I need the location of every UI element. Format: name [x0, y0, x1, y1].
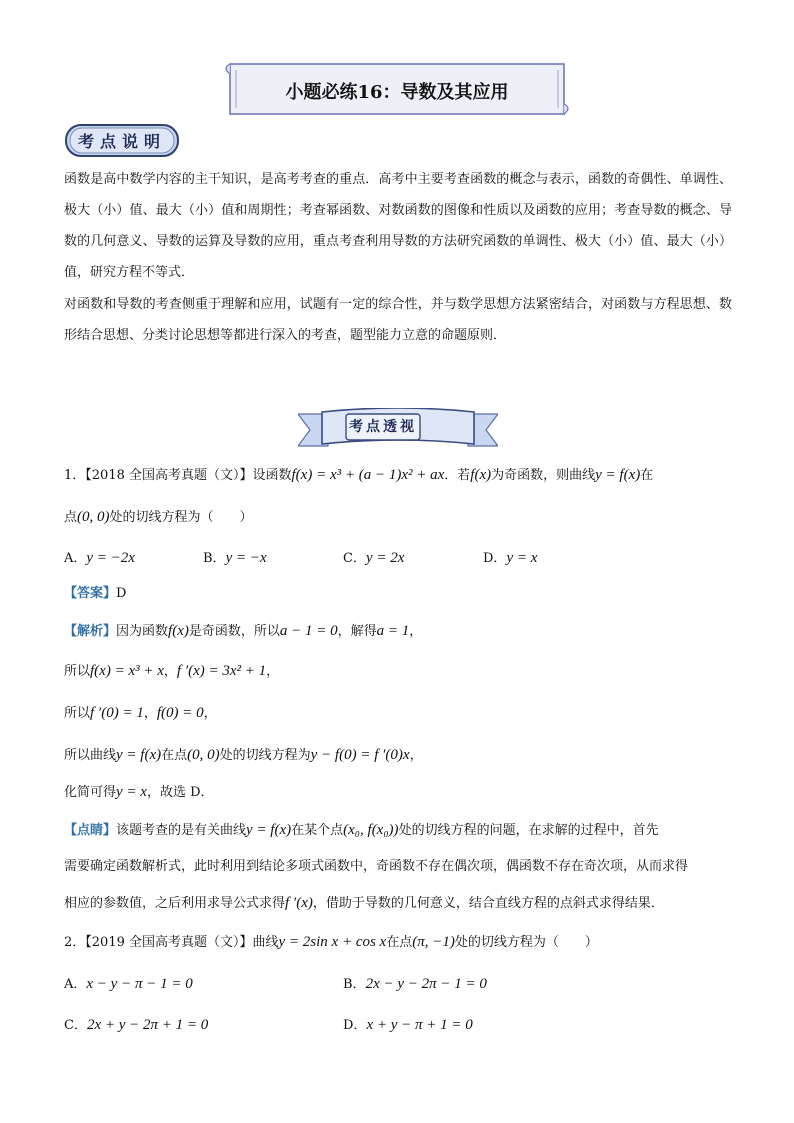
option-label: D． — [483, 551, 507, 566]
q2-point: (π, −1) — [412, 934, 455, 950]
text: 所以 — [64, 664, 91, 679]
option-expr: 2x + y − 2π + 1 = 0 — [86, 1017, 209, 1033]
text: 相应的参数值，之后利用求导公式求得 — [64, 896, 286, 911]
option-expr: y = 2x — [365, 550, 405, 566]
q1-analysis-line-3 — [64, 703, 734, 724]
q2-option-c[interactable] — [64, 1014, 208, 1034]
math: y = x — [116, 784, 147, 800]
text: 因为函数 — [116, 624, 169, 639]
text: ， — [409, 748, 423, 763]
text: ，借助于导数的几何意义，结合直线方程的点斜式求得结果． — [312, 896, 664, 911]
badge-kaodian-toushi-text: 考点透视 — [349, 419, 417, 435]
text: 化简可得 — [64, 785, 117, 800]
q1-line2-prefix: 点 — [64, 510, 78, 525]
math: a = 1 — [376, 623, 410, 639]
q1-line2-suffix: 处的切线方程为（ ） — [109, 510, 253, 525]
text: 在点 — [161, 748, 188, 763]
option-label: B． — [343, 977, 366, 992]
option-label: C． — [64, 1018, 87, 1033]
math: a − 1 = 0 — [279, 623, 338, 639]
q1-mid: ．若 — [444, 468, 471, 483]
math: y = f(x) — [246, 822, 292, 838]
q1-option-a[interactable] — [64, 547, 135, 567]
option-label: D． — [343, 1018, 367, 1033]
text: ， — [266, 664, 280, 679]
q2-curve: y = 2sin x + cos x — [278, 934, 387, 950]
option-label: A． — [64, 977, 87, 992]
q1-prefix: 1．【2018 全国高考真题（文）】设函数 — [64, 468, 292, 483]
math: f(x) = x³ + x — [90, 663, 164, 679]
text: ， — [143, 706, 157, 721]
math: f ′(x) = 3x² + 1 — [176, 663, 267, 679]
q2-mid: 在点 — [386, 935, 413, 950]
comment-tag: 【点睛】 — [64, 823, 117, 838]
text: 该题考查的是有关曲线 — [116, 823, 247, 838]
option-expr: x − y − π − 1 = 0 — [86, 976, 193, 992]
page-title: 小题必练16：导数及其应用 — [285, 82, 509, 103]
q1-stem-line-2 — [64, 507, 734, 528]
text: ， — [409, 624, 423, 639]
q1-mid2: 为奇函数，则曲线 — [491, 468, 596, 483]
q1-comment-line-3 — [64, 893, 734, 914]
math: f ′(0) = 1 — [90, 705, 144, 721]
q1-curve: y = f(x) — [595, 467, 641, 483]
option-expr: y = −2x — [86, 550, 135, 566]
q1-analysis-line-5 — [64, 782, 734, 803]
option-expr: y = x — [506, 550, 538, 566]
option-expr: 2x − y − 2π − 1 = 0 — [365, 976, 487, 992]
text: ， — [203, 706, 217, 721]
q1-answer — [64, 584, 734, 604]
q1-comment-line-2 — [64, 857, 734, 877]
q1-analysis-line-2 — [64, 661, 734, 682]
option-label: C． — [343, 551, 366, 566]
q1-suffix: 在 — [640, 468, 654, 483]
option-label: A． — [64, 551, 87, 566]
text: 在某个点 — [291, 823, 344, 838]
intro-paragraph-1: 函数是高中数学内容的主干知识，是高考考查的重点．高考中主要考查函数的概念与表示，函数的奇偶性、单调性、极大（小）值、最大（小）值和周期性；考查幂函数、对数函数的图像和性质以及函数的应用；考查导数的概念、导数的几何意义、导数的运算及导数的应用，重点考查利用导数的方法研究函数的单调性、极大（小）值、最大（小）值，研究方程不等式． — [64, 172, 732, 280]
math: (x₀, f(x₀)) — [343, 822, 399, 838]
math: f ′(x) — [285, 895, 313, 911]
answer-tag: 【答案】 — [64, 586, 117, 601]
q2-stem — [64, 932, 734, 953]
math: f(x) — [168, 623, 189, 639]
text: 所以曲线 — [64, 748, 117, 763]
q1-option-c[interactable] — [343, 547, 404, 567]
q1-option-b[interactable] — [203, 547, 267, 567]
q1-comment-line-1 — [64, 820, 734, 841]
q1-function: f(x) = x³ + (a − 1)x² + ax — [291, 467, 445, 483]
math: y − f(0) = f ′(0)x — [310, 747, 410, 763]
text: 需要确定函数解析式，此时利用到结论多项式函数中，奇函数不存在偶次项，偶函数不存在奇次项，从而求得 — [64, 859, 689, 874]
text: 是奇函数，所以 — [188, 624, 280, 639]
math: f(0) = 0 — [156, 705, 204, 721]
text: 处的切线方程的问题，在求解的过程中，首先 — [398, 823, 659, 838]
text: 所以 — [64, 706, 91, 721]
badge-kaodian-shuoming-text: 考点说明 — [77, 132, 166, 151]
q1-option-d[interactable] — [483, 547, 537, 567]
q1-point: (0, 0) — [77, 509, 110, 525]
q2-option-b[interactable] — [343, 973, 487, 993]
option-expr: x + y − π + 1 = 0 — [366, 1017, 473, 1033]
q2-option-a[interactable] — [64, 973, 193, 993]
analysis-tag: 【解析】 — [64, 624, 117, 639]
text: ，故选 D． — [146, 785, 214, 800]
option-label: B． — [203, 551, 226, 566]
q2-suffix: 处的切线方程为（ ） — [454, 935, 598, 950]
q1-analysis-line-1 — [64, 621, 734, 642]
option-expr: y = −x — [225, 550, 267, 566]
text: ，解得 — [337, 624, 377, 639]
math: (0, 0) — [187, 747, 220, 763]
q2-prefix: 2．【2019 全国高考真题（文）】曲线 — [64, 935, 279, 950]
q1-stem-line-1 — [64, 465, 734, 486]
text: 处的切线方程为 — [219, 748, 311, 763]
q1-fx: f(x) — [470, 467, 492, 483]
answer-value: D — [116, 586, 127, 601]
intro-paragraph-2: 对函数和导数的考查侧重于理解和应用，试题有一定的综合性，并与数学思想方法紧密结合，对函数与方程思想、数形结合思想、分类讨论思想等都进行深入的考查，题型能力立意的命题原则． — [64, 297, 732, 343]
q1-analysis-line-4 — [64, 745, 734, 766]
q2-option-d[interactable] — [343, 1014, 473, 1034]
text: ， — [163, 664, 177, 679]
math: y = f(x) — [116, 747, 162, 763]
